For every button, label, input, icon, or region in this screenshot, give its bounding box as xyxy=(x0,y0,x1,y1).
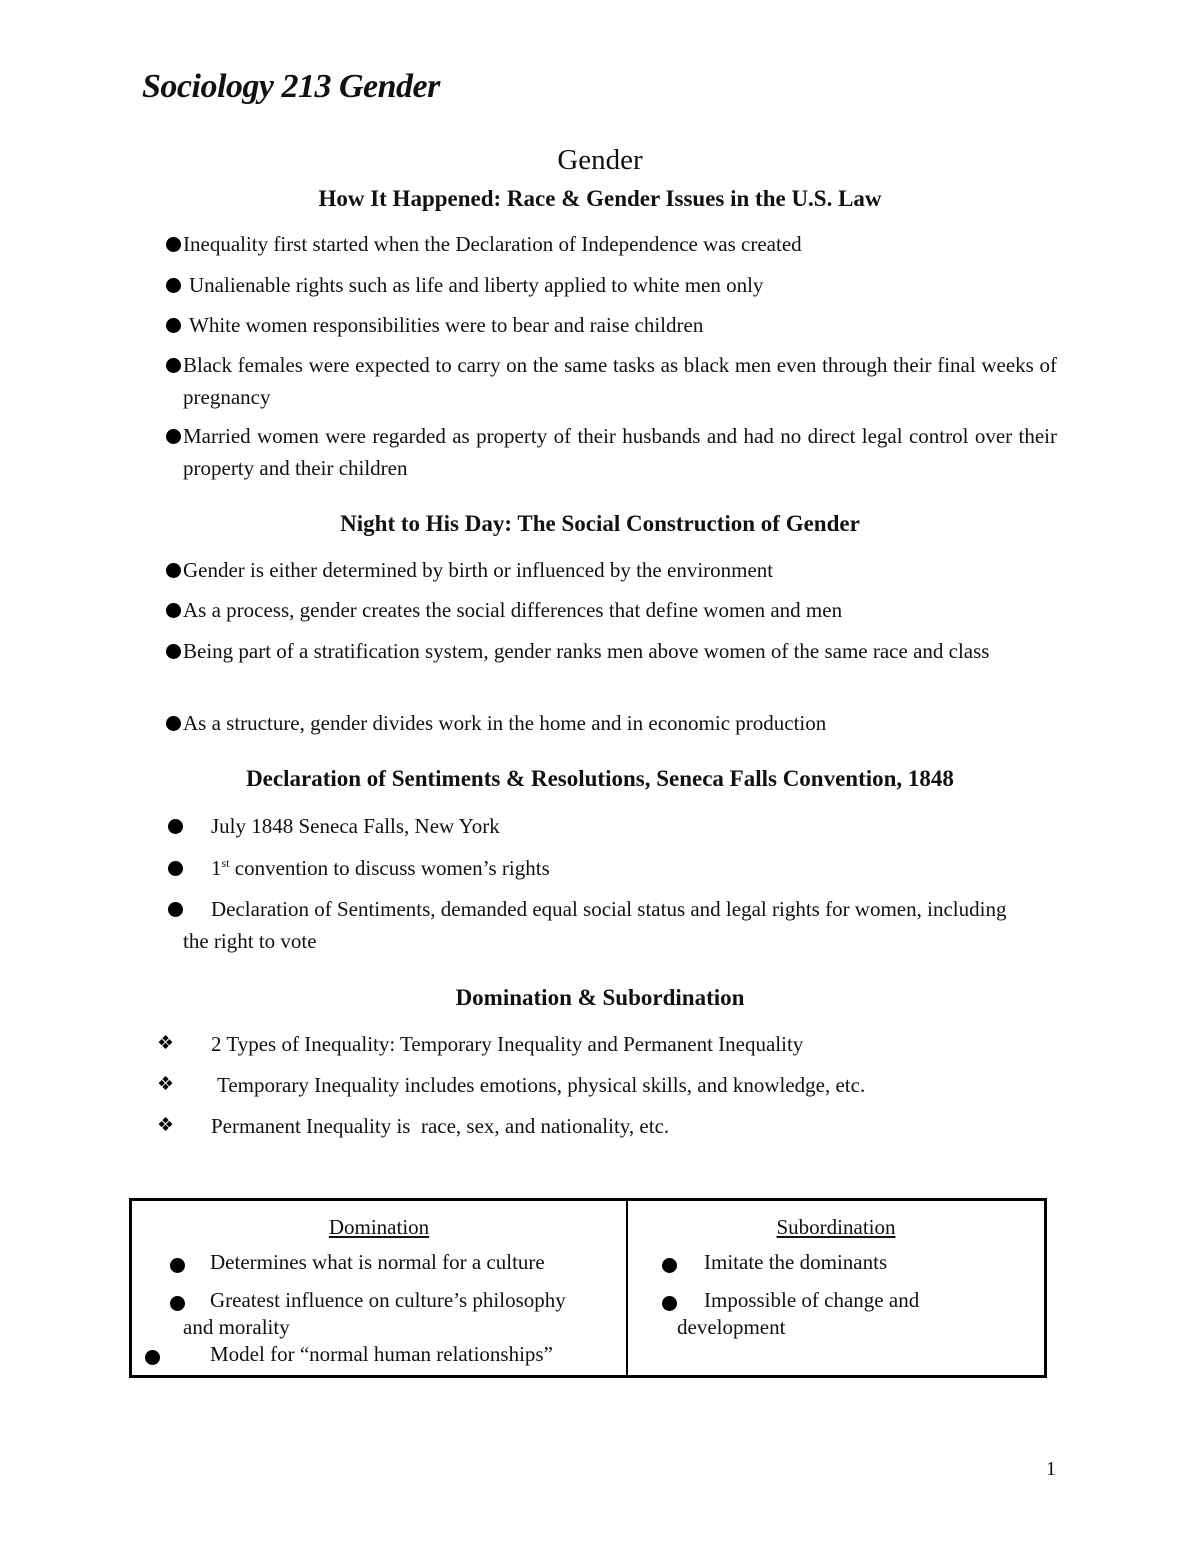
domination-item: Model for “normal human relationships” xyxy=(210,1342,553,1366)
domination-subordination-table xyxy=(129,1198,1047,1378)
section-heading-seneca-falls: Declaration of Sentiments & Resolutions, Seneca Falls Convention, 1848 xyxy=(246,766,954,791)
subordination-item: Imitate the dominants xyxy=(704,1250,888,1274)
bullet-text: Inequality first started when the Declaration of Independence was created xyxy=(183,232,802,256)
subordination-column-header: Subordination xyxy=(776,1215,896,1239)
domination-item: Determines what is normal for a culture xyxy=(210,1250,545,1274)
diamond-bullet-icon: ❖ xyxy=(157,1033,175,1054)
page-number: 1 xyxy=(1046,1458,1056,1480)
bullet-icon xyxy=(166,716,181,731)
bullet-text: Temporary Inequality includes emotions, physical skills, and knowledge, etc. xyxy=(217,1073,866,1097)
diamond-bullet-icon: ❖ xyxy=(157,1115,175,1136)
bullet-text: Declaration of Sentiments, demanded equal social status and legal rights for women, including the right to vote xyxy=(183,897,1007,953)
diamond-bullet-icon: ❖ xyxy=(157,1074,175,1095)
bullet-text: Black females were expected to carry on the same tasks as black men even through their final weeks of pregnancy xyxy=(183,353,1057,409)
subordination-item: Impossible of change and xyxy=(704,1288,920,1312)
bullet-text: 2 Types of Inequality: Temporary Inequality and Permanent Inequality xyxy=(211,1032,804,1056)
bullet-icon xyxy=(168,819,183,834)
bullet-text: Gender is either determined by birth or influenced by the environment xyxy=(183,558,774,582)
bullet-text: July 1848 Seneca Falls, New York xyxy=(211,814,500,838)
domination-item-continued: and morality xyxy=(183,1315,290,1339)
document-title: Gender xyxy=(557,144,643,176)
bullet-icon xyxy=(166,358,181,373)
bullet-icon xyxy=(168,861,183,876)
bullet-text: Being part of a stratification system, gender ranks men above women of the same race and class xyxy=(183,639,990,663)
bullet-icon xyxy=(166,278,181,293)
section-heading-law: How It Happened: Race & Gender Issues in the U.S. Law xyxy=(318,186,882,211)
domination-item: Greatest influence on culture’s philosophy xyxy=(210,1288,566,1312)
section-heading-social-construction: Night to His Day: The Social Construction of Gender xyxy=(340,511,860,536)
bullet-icon xyxy=(662,1258,677,1273)
bullet-icon xyxy=(662,1296,677,1311)
bullet-text: Married women were regarded as property of their husbands and had no direct legal control over their property and their children xyxy=(183,424,1057,480)
bullet-icon xyxy=(166,603,181,618)
bullet-text xyxy=(211,852,1011,884)
convention-text: convention to discuss women’s rights xyxy=(229,856,550,880)
subordination-item-continued: development xyxy=(677,1315,786,1339)
bullet-icon xyxy=(166,237,181,252)
bullet-icon xyxy=(166,429,181,444)
bullet-text: Permanent Inequality is race, sex, and nationality, etc. xyxy=(211,1114,670,1138)
section-heading-domination: Domination & Subordination xyxy=(455,985,745,1010)
bullet-icon xyxy=(145,1350,160,1365)
bullet-text: As a structure, gender divides work in the home and in economic production xyxy=(183,711,827,735)
bullet-icon xyxy=(166,318,181,333)
bullet-icon xyxy=(166,644,181,659)
bullet-icon xyxy=(166,563,181,578)
bullet-icon xyxy=(170,1258,185,1273)
bullet-text: White women responsibilities were to bear and raise children xyxy=(189,313,704,337)
course-title: Sociology 213 Gender xyxy=(142,68,440,105)
domination-column-header: Domination xyxy=(328,1215,430,1239)
ordinal-number: 1 xyxy=(211,856,222,880)
bullet-icon xyxy=(170,1296,185,1311)
bullet-text: Unalienable rights such as life and liberty applied to white men only xyxy=(189,273,764,297)
bullet-icon xyxy=(168,902,183,917)
bullet-text: As a process, gender creates the social differences that define women and men xyxy=(183,598,843,622)
ordinal-suffix: st xyxy=(221,856,230,870)
